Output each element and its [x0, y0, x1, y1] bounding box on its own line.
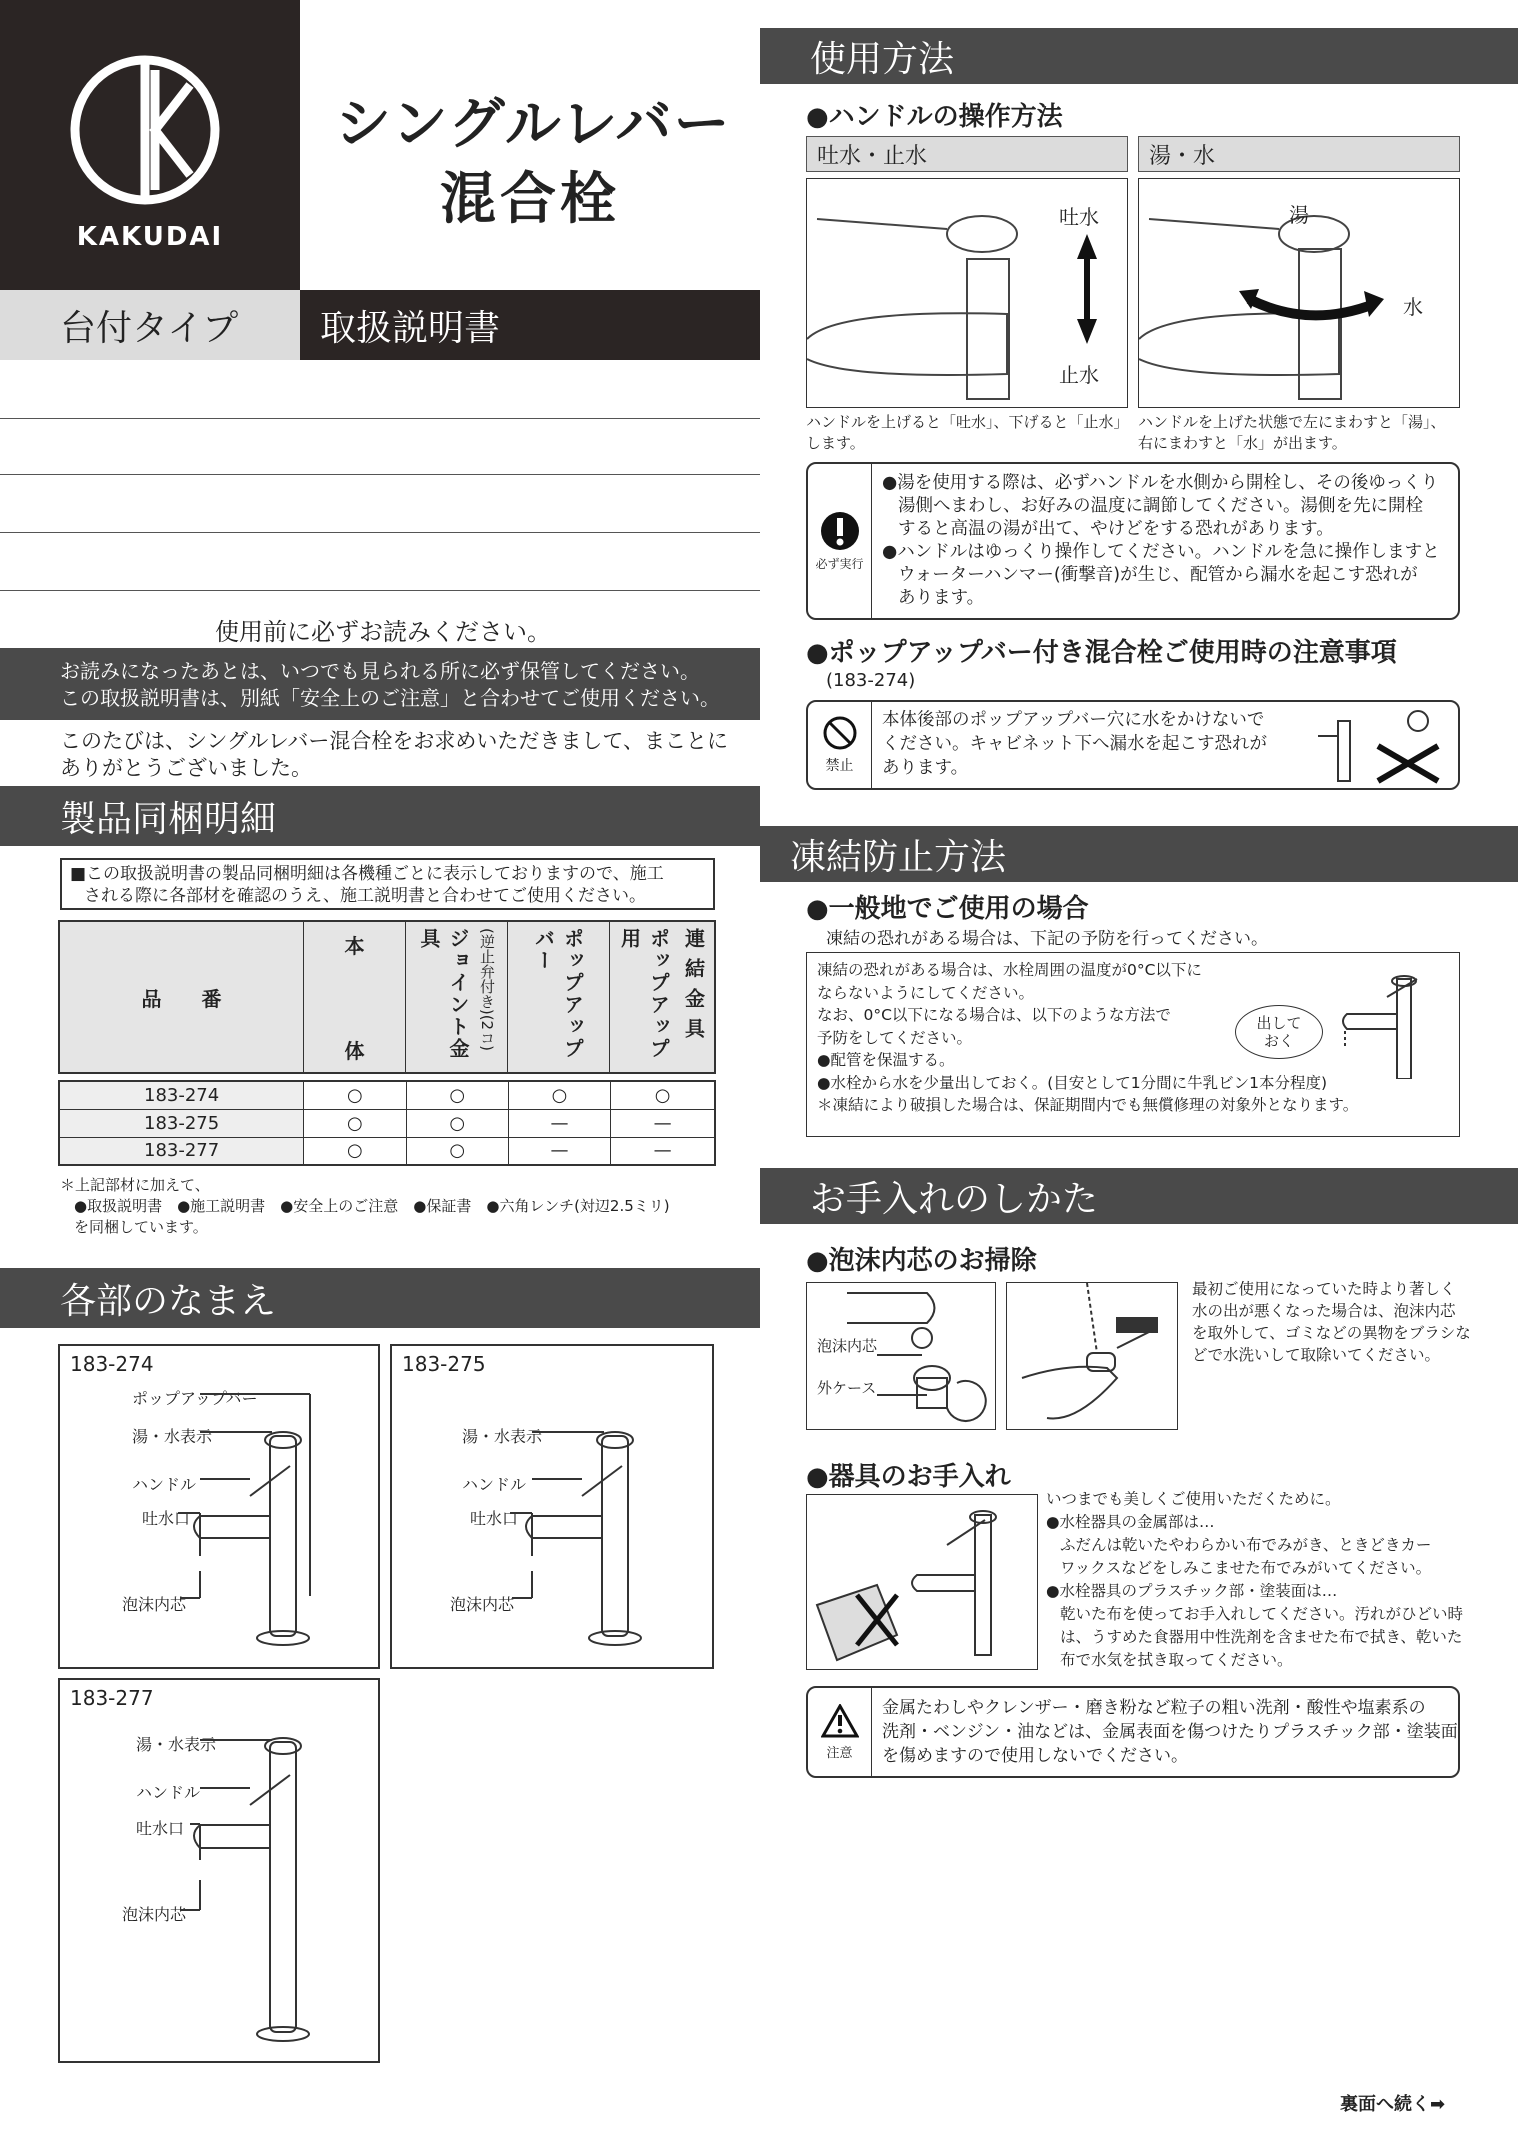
- panel1-title: [806, 136, 1128, 172]
- panel1-caption: [806, 412, 1129, 454]
- title-line1: シングルレバー: [335, 92, 732, 157]
- speech-bubble: [1235, 1005, 1323, 1059]
- keep-notice-line2: この取扱説明書は、別紙「安全上のご注意」と合わせてご使用ください。: [60, 686, 720, 710]
- model-label: 183-277: [70, 1686, 154, 1710]
- freeze-heading: [760, 826, 1518, 882]
- aerator-illustration-1: [806, 1282, 996, 1430]
- must-do-box: [806, 462, 1460, 620]
- label-popup-bar: ポップアップバー: [132, 1389, 258, 1408]
- model-label: 183-275: [402, 1352, 486, 1376]
- care-heading: [760, 1168, 1518, 1224]
- panel2-caption: [1138, 412, 1446, 454]
- label-indicator: 湯・水表示: [462, 1427, 543, 1446]
- freeze-sub: ●一般地でご使用の場合: [806, 894, 1089, 924]
- aerator-parts-icon: [807, 1283, 995, 1429]
- label-on: 吐水: [1059, 205, 1099, 229]
- caution-box: [806, 1686, 1460, 1778]
- prohibit-text: [882, 708, 1267, 780]
- caution-icon-cell: [808, 1688, 872, 1776]
- popup-heading: ●ポップアップバー付き混合栓ご使用時の注意事項: [806, 638, 1397, 668]
- aerator-line: 水の出が悪くなった場合は、泡沫内芯: [1192, 1302, 1456, 1320]
- aerator-illustration-2: [1006, 1282, 1178, 1430]
- prohibit-line: ください。キャビネット下へ漏水を起こす恐れが: [882, 734, 1267, 754]
- panel1-title-text: 吐水・止水: [817, 143, 928, 169]
- row-model-id: 183-275: [59, 1109, 304, 1137]
- part-diagram-183-274: [58, 1344, 380, 1669]
- panel2-title-text: 湯・水: [1149, 143, 1216, 169]
- caution-line: を傷めますので使用しないでください。: [882, 1746, 1188, 1766]
- col-product-label: 品 番: [141, 986, 222, 1011]
- row-joint: ○: [406, 1137, 508, 1165]
- col-popup: [508, 922, 610, 1072]
- row-joint: ○: [406, 1109, 508, 1137]
- fixture-line: ●水栓器具の金属部は…: [1046, 1513, 1215, 1531]
- faucet-icon: [60, 1680, 378, 2061]
- thanks-line1: このたびは、シングルレバー混合栓をお求めいただきまして、まことに: [60, 729, 729, 753]
- caution-line: 金属たわしやクレンザー・磨き粉など粒子の粗い洗剤・酸性や塩素系の: [882, 1698, 1426, 1718]
- footnote-1: ＊上記部材に加えて、: [60, 1176, 210, 1194]
- aerator-heading: ●泡沫内芯のお掃除: [806, 1246, 1037, 1276]
- parts-heading-text: 各部のなまえ: [60, 1280, 277, 1322]
- panel2-title: [1138, 136, 1460, 172]
- contents-note-line2: される際に各部材を確認のうえ、施工説明書と合わせてご使用ください。: [84, 886, 647, 906]
- contents-heading: [0, 786, 760, 846]
- panel2-caption-a: ハンドルを上げた状態で左にまわすと「湯」、: [1138, 413, 1446, 431]
- col-link: [610, 922, 714, 1072]
- case-label: 外ケース: [817, 1379, 877, 1397]
- manual-label: [300, 290, 760, 360]
- must-icon-cell: [808, 464, 872, 618]
- bubble-line2: おく: [1263, 1032, 1294, 1050]
- label-indicator: 湯・水表示: [136, 1735, 217, 1754]
- row-link: —: [611, 1137, 715, 1165]
- col-body: [304, 922, 406, 1072]
- part-diagram-183-277: [58, 1678, 380, 2063]
- aerator-label: 泡沫内芯: [817, 1337, 878, 1355]
- label-aerator: 泡沫内芯: [122, 1595, 187, 1614]
- contents-note: [60, 858, 715, 910]
- parts-heading: [0, 1268, 760, 1328]
- freeze-intro: 凍結の恐れがある場合は、下記の予防を行ってください。: [826, 929, 1268, 949]
- must-label: 必ず実行: [815, 556, 864, 571]
- must-line: ウォーターハンマー(衝撃音)が生じ、配管から漏水を起こす恐れが: [898, 565, 1418, 585]
- rule: [0, 474, 760, 475]
- label-cold: 水: [1403, 295, 1423, 319]
- fixture-line: ワックスなどをしみこませた布でみがいてください。: [1060, 1559, 1432, 1577]
- rule: [0, 590, 760, 591]
- col-joint-sub: (逆止弁付き)(2コ): [478, 928, 496, 1051]
- logo-block: [0, 0, 300, 290]
- freeze-line: ならないようにしてください。: [817, 983, 1035, 1002]
- bubble-line1: 出して: [1256, 1014, 1302, 1032]
- wipe-faucet-icon: [807, 1495, 1037, 1669]
- prohibit-line: あります。: [882, 758, 969, 778]
- label-indicator: 湯・水表示: [132, 1427, 213, 1446]
- row-model-id: 183-274: [59, 1081, 304, 1109]
- fixture-line: 布で水気を拭き取ってください。: [1060, 1651, 1293, 1669]
- fixture-line: いつまでも美しくご使用いただくために。: [1046, 1490, 1341, 1508]
- exclamation-icon: [820, 511, 860, 551]
- col-link-label: ポップアップ用: [617, 928, 671, 1060]
- thanks: [60, 728, 728, 782]
- label-handle: ハンドル: [136, 1783, 201, 1802]
- fixture-line: ふだんは乾いたやわらかい布でみがき、ときどきカー: [1060, 1536, 1432, 1554]
- aerator-line: 最初ご使用になっていた時より著しく: [1192, 1280, 1456, 1298]
- freeze-box: [806, 952, 1460, 1137]
- keep-notice: [0, 648, 760, 720]
- label-aerator: 泡沫内芯: [450, 1595, 515, 1614]
- care-heading-text: お手入れのしかた: [810, 1178, 1099, 1220]
- panel2-caption-b: 右にまわすと「水」が出ます。: [1138, 434, 1347, 452]
- table-row: [59, 1081, 715, 1109]
- caution-line: 洗剤・ベンジン・油などは、金属表面を傷つけたりプラスチック部・塗装面: [882, 1722, 1458, 1742]
- must-line: すると高温の湯が出て、やけどをする恐れがあります。: [898, 519, 1334, 539]
- label-handle: ハンドル: [462, 1475, 527, 1494]
- prohibit-icon-cell: [808, 702, 872, 788]
- aerator-text: [1192, 1278, 1471, 1366]
- faucet-icon: [392, 1346, 712, 1667]
- prohibited-icon: [822, 715, 858, 751]
- rule: [0, 532, 760, 533]
- handle-op-heading: ●ハンドルの操作方法: [806, 102, 1063, 132]
- thanks-line2: ありがとうございました。: [60, 756, 312, 780]
- col-product: [60, 922, 304, 1072]
- table-row: [59, 1109, 715, 1137]
- fixture-line: ●水栓器具のプラスチック部・塗装面は…: [1046, 1582, 1338, 1600]
- must-line: ●湯を使用する際は、必ずハンドルを水側から開栓し、その後ゆっくり: [882, 473, 1439, 493]
- footnote-3: を同梱しています。: [74, 1218, 208, 1236]
- col-joint: [406, 922, 508, 1072]
- faucet-icon: [60, 1346, 378, 1667]
- brush-clean-icon: [1007, 1283, 1177, 1429]
- faucet-drip-icon: [1327, 959, 1457, 1079]
- title-line2: 混合栓: [440, 167, 620, 232]
- continue-note: 裏面へ続く➡: [1340, 2094, 1446, 2115]
- row-body: ○: [304, 1109, 406, 1137]
- freeze-heading-text: 凍結防止方法: [790, 836, 1007, 878]
- panel1-illustration: [806, 178, 1128, 408]
- warning-icon: [821, 1704, 859, 1738]
- fixture-illustration: [806, 1494, 1038, 1670]
- aerator-line: を取外して、ゴミなどの異物をブラシな: [1192, 1324, 1471, 1342]
- row-joint: ○: [406, 1081, 508, 1109]
- aerator-line: どで水洗いして取除いてください。: [1192, 1346, 1441, 1364]
- type-label-text: 台付タイプ: [60, 307, 239, 349]
- caution-text: [882, 1696, 1458, 1768]
- usage-heading: [760, 28, 1518, 84]
- part-diagram-183-275: [390, 1344, 714, 1669]
- freeze-line: 予防をしてください。: [817, 1028, 973, 1047]
- manual-label-text: 取扱説明書: [320, 307, 501, 349]
- col-body-bottom: 体: [344, 1039, 365, 1063]
- must-text: [882, 472, 1440, 610]
- prohibit-line: 本体後部のポップアップバー穴に水をかけないで: [882, 710, 1265, 730]
- freeze-line: ●水栓から水を少量出しておく。(目安として1分間に牛乳ビン1本分程度): [817, 1073, 1328, 1092]
- label-aerator: 泡沫内芯: [122, 1905, 187, 1924]
- freeze-line: ●配管を保温する。: [817, 1051, 955, 1069]
- row-body: ○: [304, 1081, 406, 1109]
- row-popup: —: [508, 1137, 610, 1165]
- row-link: —: [611, 1109, 715, 1137]
- row-link: ○: [611, 1081, 715, 1109]
- label-handle: ハンドル: [132, 1475, 197, 1494]
- fixture-line: 乾いた布を使ってお手入れしてください。汚れがひどい時: [1060, 1605, 1464, 1623]
- col-joint-label: ジョイント金具: [417, 928, 470, 1060]
- prohibit-box: [806, 700, 1460, 790]
- table-row: [59, 1137, 715, 1165]
- freeze-line: ＊凍結により破損した場合は、保証期間内でも無償修理の対象外となります。: [817, 1096, 1359, 1114]
- contents-note-line1: ■この取扱説明書の製品同梱明細は各機種ごとに表示しておりますので、施工: [70, 864, 664, 884]
- row-model-id: 183-277: [59, 1137, 304, 1165]
- read-before: 使用前に必ずお読みください。: [215, 618, 551, 646]
- label-hot: 湯: [1289, 203, 1309, 227]
- model-label: 183-274: [70, 1352, 154, 1376]
- fixture-heading: ●器具のお手入れ: [806, 1462, 1011, 1492]
- label-spout: 吐水口: [142, 1509, 191, 1528]
- panel1-caption-b: します。: [806, 434, 865, 452]
- panel1-caption-a: ハンドルを上げると「吐水」、下げると「止水」: [806, 413, 1129, 431]
- contents-table: [58, 1080, 716, 1166]
- keep-notice-line1: お読みになったあとは、いつでも見られる所に必ず保管してください。: [60, 659, 700, 683]
- col-link-sub: 連結金具: [681, 928, 706, 1048]
- type-label: [0, 290, 300, 360]
- contents-footnote: [60, 1175, 670, 1238]
- must-line: ●ハンドルはゆっくり操作してください。ハンドルを急に操作しますと: [882, 542, 1440, 562]
- must-line: あります。: [898, 588, 985, 608]
- fixture-text: [1046, 1488, 1463, 1672]
- footnote-2: ●取扱説明書 ●施工説明書 ●安全上のご注意 ●保証書 ●六角レンチ(対辺2.5ミリ): [74, 1197, 670, 1215]
- freeze-line: なお、0°C以下になる場合は、以下のような方法で: [817, 1006, 1171, 1024]
- label-spout: 吐水口: [136, 1819, 185, 1838]
- col-popup-label: ポップアップバー: [531, 928, 585, 1060]
- panel2-illustration: [1138, 178, 1460, 408]
- contents-table-header: [58, 920, 716, 1074]
- label-spout: 吐水口: [470, 1509, 519, 1528]
- prohibit-label: 禁止: [825, 758, 854, 774]
- usage-heading-text: 使用方法: [810, 38, 955, 80]
- row-popup: —: [508, 1109, 610, 1137]
- rule: [0, 418, 760, 419]
- kakudai-logo-icon: [70, 55, 220, 205]
- col-body-top: 本: [344, 934, 365, 958]
- must-line: 湯側へまわし、お好みの温度に調節してください。湯側を先に開栓: [898, 496, 1423, 516]
- fixture-line: は、うすめた食器用中性洗剤を含ませた布で拭き、乾いた: [1060, 1628, 1463, 1646]
- row-body: ○: [304, 1137, 406, 1165]
- no-spray-icon: [1308, 706, 1456, 786]
- row-popup: ○: [508, 1081, 610, 1109]
- label-off: 止水: [1059, 363, 1099, 387]
- popup-model: (183-274): [826, 670, 916, 691]
- brand-name: KAKUDAI: [76, 222, 224, 252]
- freeze-line: 凍結の恐れがある場合は、水栓周囲の温度が0°C以下に: [817, 961, 1202, 979]
- contents-heading-text: 製品同梱明細: [60, 798, 277, 840]
- caution-label: 注意: [826, 1745, 853, 1761]
